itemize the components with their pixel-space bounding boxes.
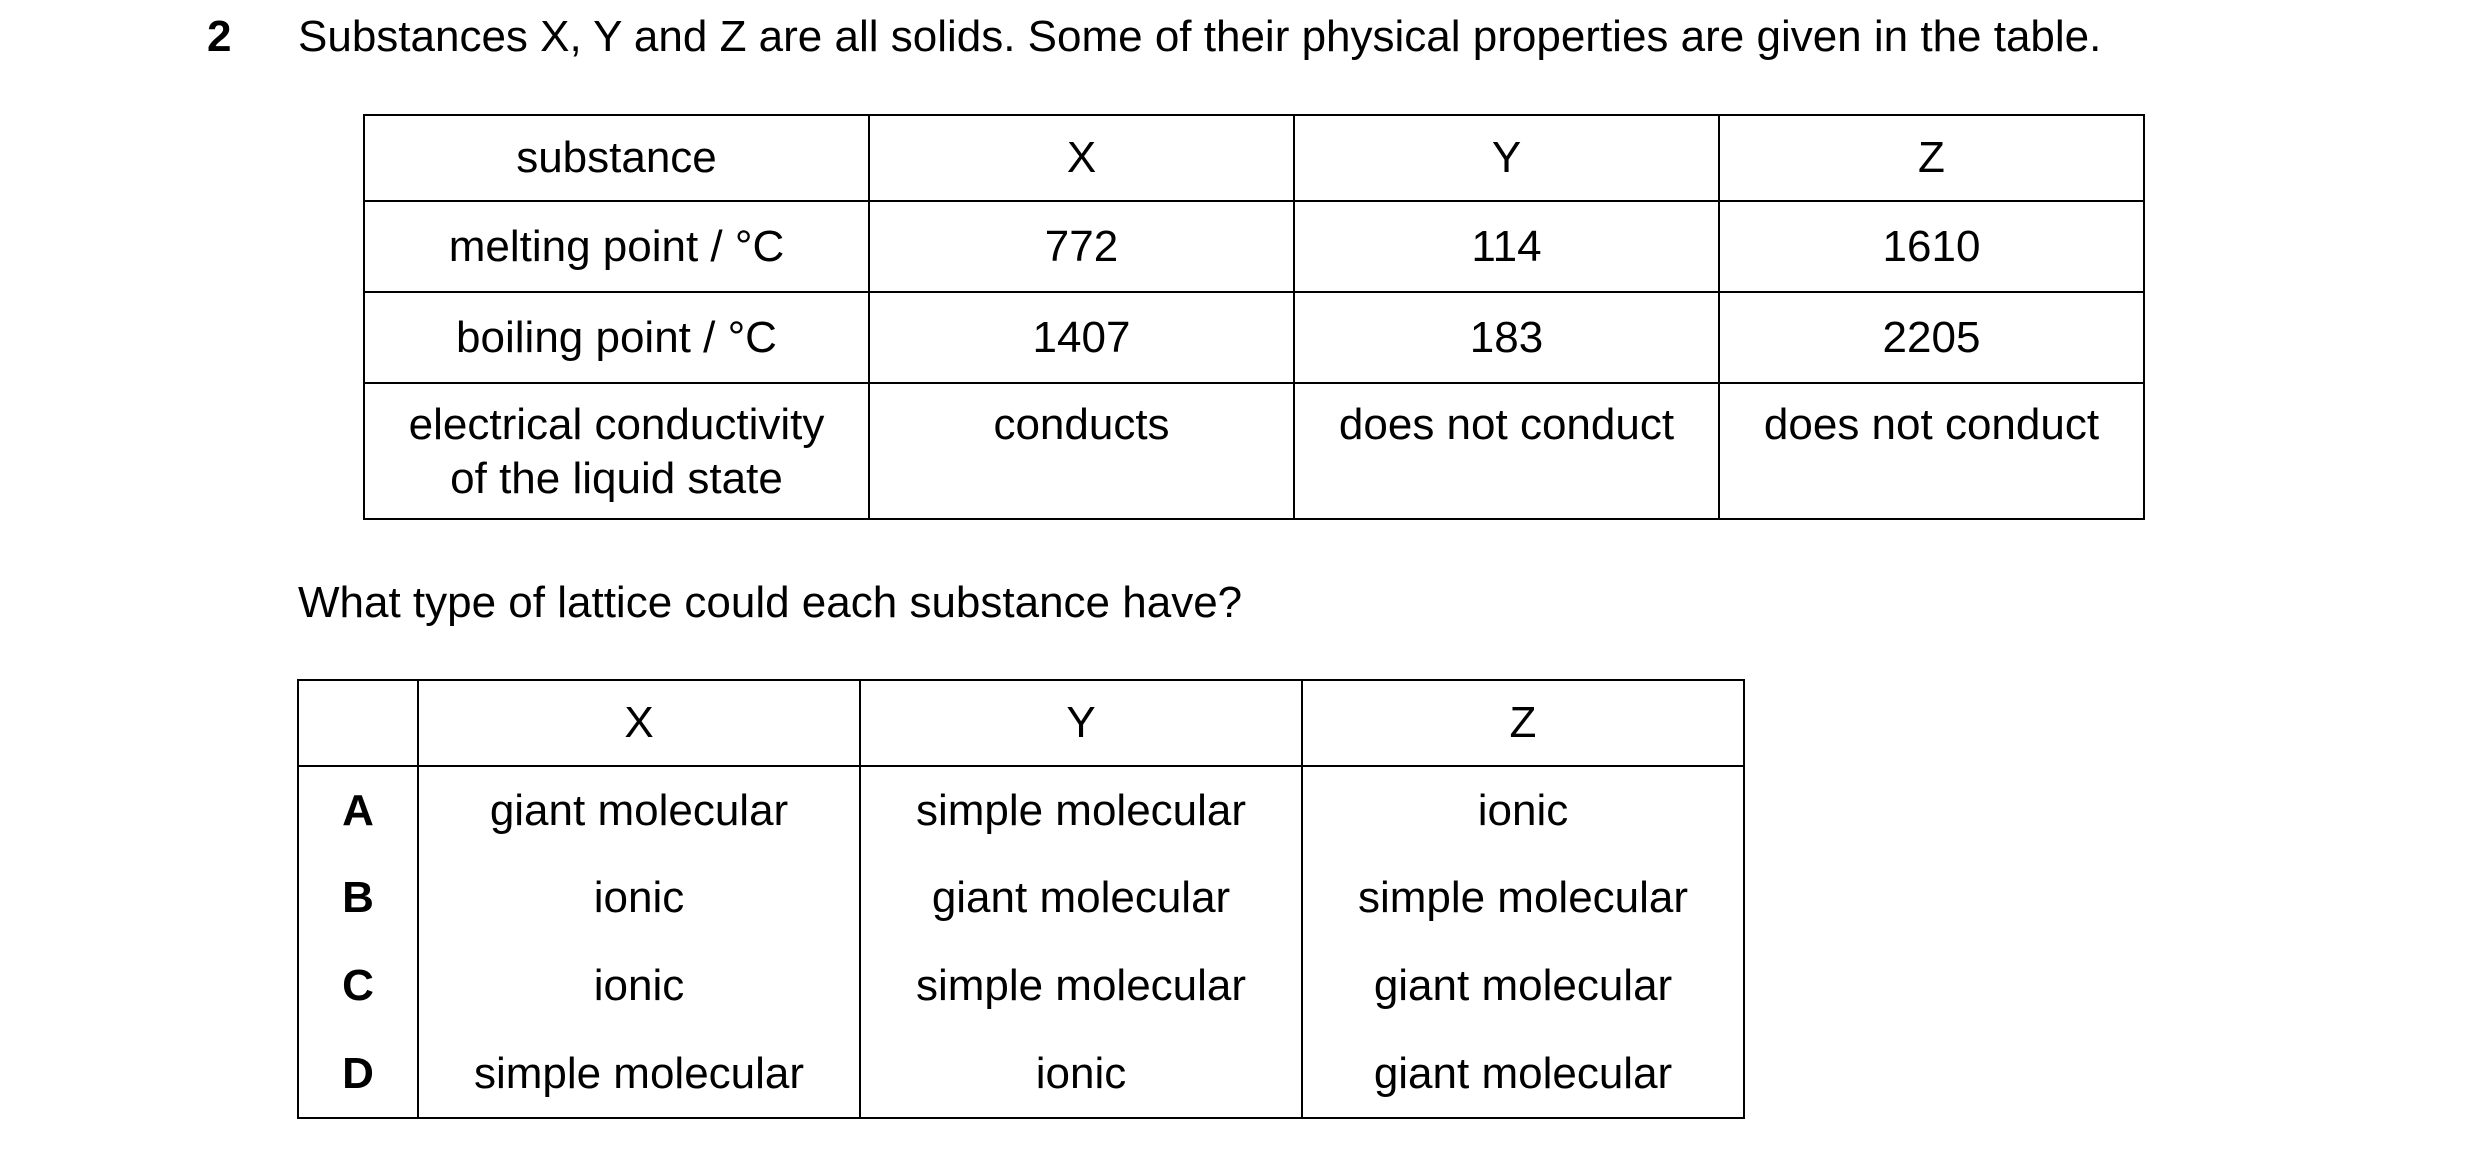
header-substance-y: Y bbox=[1294, 115, 1719, 201]
melting-point-z: 1610 bbox=[1719, 201, 2144, 292]
properties-table bbox=[363, 114, 2145, 520]
conductivity-y: does not conduct bbox=[1294, 383, 1719, 519]
conductivity-z: does not conduct bbox=[1719, 383, 2144, 519]
option-c-y: simple molecular bbox=[860, 942, 1302, 1030]
header-substance-z: Z bbox=[1719, 115, 2144, 201]
option-d-y: ionic bbox=[860, 1030, 1302, 1118]
properties-header-row bbox=[364, 115, 2144, 201]
options-header-blank bbox=[298, 680, 418, 766]
option-a-y: simple molecular bbox=[860, 766, 1302, 854]
options-header-x: X bbox=[418, 680, 860, 766]
conductivity-x: conducts bbox=[869, 383, 1294, 519]
option-row-a bbox=[298, 766, 1744, 854]
option-a-z: ionic bbox=[1302, 766, 1744, 854]
option-c-z: giant molecular bbox=[1302, 942, 1744, 1030]
boiling-point-y: 183 bbox=[1294, 292, 1719, 383]
option-d-x: simple molecular bbox=[418, 1030, 860, 1118]
options-header-y: Y bbox=[860, 680, 1302, 766]
option-letter-a: A bbox=[298, 766, 418, 854]
option-letter-c: C bbox=[298, 942, 418, 1030]
boiling-point-z: 2205 bbox=[1719, 292, 2144, 383]
options-table bbox=[297, 679, 1745, 1119]
option-b-y: giant molecular bbox=[860, 854, 1302, 942]
options-header-row bbox=[298, 680, 1744, 766]
melting-point-x: 772 bbox=[869, 201, 1294, 292]
option-d-z: giant molecular bbox=[1302, 1030, 1744, 1118]
conductivity-label-line1: electrical conductivity bbox=[408, 400, 825, 449]
boiling-point-label: boiling point / °C bbox=[364, 292, 869, 383]
question-stem: Substances X, Y and Z are all solids. Some of their physical properties are given in the table. bbox=[298, 12, 2102, 61]
conductivity-label-line2: of the liquid state bbox=[450, 454, 783, 503]
option-letter-d: D bbox=[298, 1030, 418, 1118]
conductivity-row bbox=[364, 383, 2144, 519]
question-prompt: What type of lattice could each substance have? bbox=[298, 578, 1243, 627]
option-row-d bbox=[298, 1030, 1744, 1118]
options-header-z: Z bbox=[1302, 680, 1744, 766]
option-b-z: simple molecular bbox=[1302, 854, 1744, 942]
boiling-point-x: 1407 bbox=[869, 292, 1294, 383]
header-substance-x: X bbox=[869, 115, 1294, 201]
question-number: 2 bbox=[207, 12, 232, 61]
boiling-point-row bbox=[364, 292, 2144, 383]
option-row-b bbox=[298, 854, 1744, 942]
melting-point-row bbox=[364, 201, 2144, 292]
melting-point-label: melting point / °C bbox=[364, 201, 869, 292]
option-c-x: ionic bbox=[418, 942, 860, 1030]
option-row-c bbox=[298, 942, 1744, 1030]
conductivity-label bbox=[364, 383, 869, 519]
header-substance-label: substance bbox=[364, 115, 869, 201]
melting-point-y: 114 bbox=[1294, 201, 1719, 292]
option-a-x: giant molecular bbox=[418, 766, 860, 854]
option-letter-b: B bbox=[298, 854, 418, 942]
option-b-x: ionic bbox=[418, 854, 860, 942]
